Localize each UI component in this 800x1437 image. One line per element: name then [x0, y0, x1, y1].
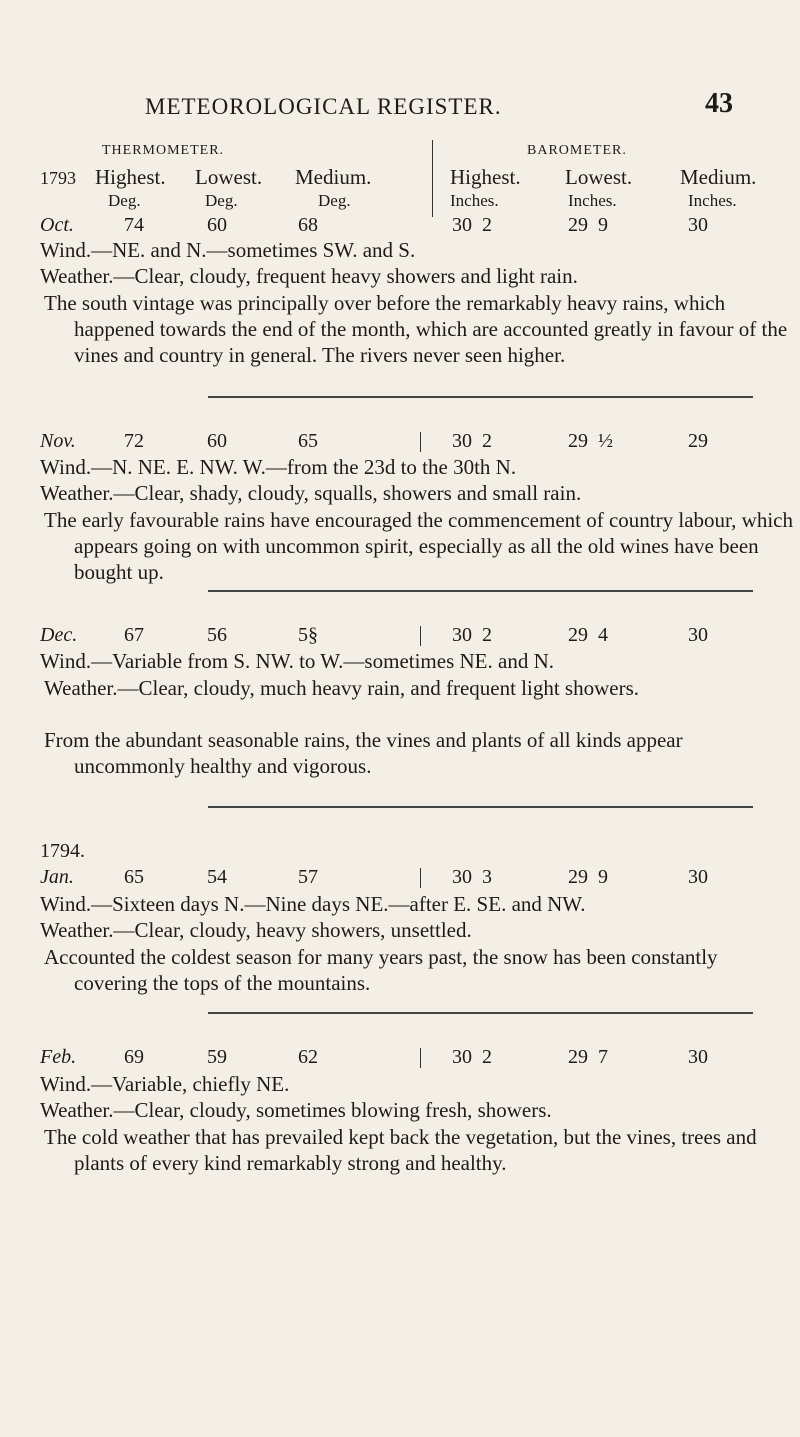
wind-line: Wind.—Variable from S. NW. to W.—sometimes NE. and N.	[40, 649, 554, 673]
thermo-highest-value: 65	[124, 866, 144, 888]
page-number: 43	[705, 88, 733, 119]
thermo-lowest-value: 60	[207, 214, 227, 236]
remark-paragraph: The early favourable rains have encouraged the commencement of country labour, which appears going on with uncommon spirit, especially as all the old wines have been bought up.	[44, 508, 794, 584]
baro-medium-value: 30	[688, 866, 708, 888]
baro-lowest-value: 29 7	[568, 1046, 608, 1068]
baro-lowest-value: 29 9	[568, 866, 608, 888]
section-rule	[208, 1012, 753, 1014]
column-divider	[420, 432, 421, 452]
thermo-lowest-value: 60	[207, 430, 227, 452]
weather-line: Weather.—Clear, cloudy, much heavy rain, and frequent light showers.	[44, 676, 640, 700]
barometer-heading: BAROMETER.	[527, 143, 627, 158]
baro-medium-value: 30	[688, 1046, 708, 1068]
baro-highest-value: 30 3	[452, 866, 492, 888]
month-label: Jan.	[40, 866, 74, 888]
year-label: 1794.	[40, 840, 85, 862]
thermo-unit: Deg.	[205, 191, 238, 210]
baro-unit: Inches.	[568, 191, 617, 210]
column-divider	[420, 868, 421, 888]
remark-paragraph: The cold weather that has prevailed kept back the vegetation, but the vines, trees and plants of every kind remarkably strong and healthy.	[44, 1125, 757, 1175]
thermo-highest-value: 74	[124, 214, 144, 236]
baro-medium-head: Medium.	[680, 165, 757, 189]
month-label: Dec.	[40, 624, 78, 646]
month-label: Oct.	[40, 214, 74, 236]
baro-unit: Inches.	[450, 191, 499, 210]
baro-unit: Inches.	[688, 191, 737, 210]
column-divider	[432, 140, 433, 217]
month-label: Nov.	[40, 430, 76, 452]
wind-line: Wind.—Sixteen days N.—Nine days NE.—after E. SE. and NW.	[40, 892, 586, 916]
baro-highest-value: 30 2	[452, 430, 492, 452]
baro-medium-value: 30	[688, 214, 708, 236]
baro-highest-value: 30 2	[452, 624, 492, 646]
wind-line: Wind.—N. NE. E. NW. W.—from the 23d to the 30th N.	[40, 455, 517, 479]
section-rule	[208, 396, 753, 398]
thermo-unit: Deg.	[108, 191, 141, 210]
section-rule	[208, 590, 753, 592]
baro-medium-value: 30	[688, 624, 708, 646]
weather-line: Weather.—Clear, cloudy, sometimes blowing fresh, showers.	[40, 1098, 552, 1122]
baro-lowest-value: 29 9	[568, 214, 608, 236]
thermo-highest-value: 69	[124, 1046, 144, 1068]
remark-paragraph: The south vintage was principally over before the remarkably heavy rains, which happened towards the end of the month, which are accounted greatly in favour of the vines and country in general. The rivers never seen higher.	[44, 291, 788, 367]
weather-line: Weather.—Clear, cloudy, frequent heavy showers and light rain.	[40, 264, 578, 288]
remark-paragraph: From the abundant seasonable rains, the vines and plants of all kinds appear uncommonly healthy and vigorous.	[44, 728, 683, 778]
wind-line: Wind.—Variable, chiefly NE.	[40, 1072, 290, 1096]
weather-line: Weather.—Clear, shady, cloudy, squalls, showers and small rain.	[40, 481, 582, 505]
thermo-lowest-head: Lowest.	[195, 165, 263, 189]
baro-lowest-value: 29 4	[568, 624, 608, 646]
baro-highest-head: Highest.	[450, 165, 521, 189]
baro-highest-value: 30 2	[452, 1046, 492, 1068]
baro-medium-value: 29	[688, 430, 708, 452]
thermo-lowest-value: 59	[207, 1046, 227, 1068]
thermo-unit: Deg.	[318, 191, 351, 210]
thermo-lowest-value: 54	[207, 866, 227, 888]
wind-line: Wind.—NE. and N.—sometimes SW. and S.	[40, 238, 416, 262]
thermo-highest-value: 72	[124, 430, 144, 452]
year-label: 1793	[40, 168, 76, 188]
thermo-medium-value: 5§	[298, 624, 318, 646]
remark-paragraph: Accounted the coldest season for many years past, the snow has been constantly covering the tops of the mountains.	[44, 945, 718, 995]
thermo-medium-value: 57	[298, 866, 318, 888]
column-divider	[420, 1048, 421, 1068]
thermo-medium-value: 62	[298, 1046, 318, 1068]
month-label: Feb.	[40, 1046, 77, 1068]
weather-line: Weather.—Clear, cloudy, heavy showers, unsettled.	[40, 918, 472, 942]
thermo-lowest-value: 56	[207, 624, 227, 646]
baro-lowest-value: 29 ½	[568, 430, 613, 452]
thermo-highest-value: 67	[124, 624, 144, 646]
thermo-medium-value: 68	[298, 214, 318, 236]
baro-lowest-head: Lowest.	[565, 165, 633, 189]
thermometer-heading: THERMOMETER.	[102, 143, 225, 158]
column-divider	[420, 626, 421, 646]
thermo-medium-head: Medium.	[295, 165, 372, 189]
thermo-highest-head: Highest.	[95, 165, 166, 189]
thermo-medium-value: 65	[298, 430, 318, 452]
section-rule	[208, 806, 753, 808]
running-title: METEOROLOGICAL REGISTER.	[145, 94, 502, 119]
baro-highest-value: 30 2	[452, 214, 492, 236]
